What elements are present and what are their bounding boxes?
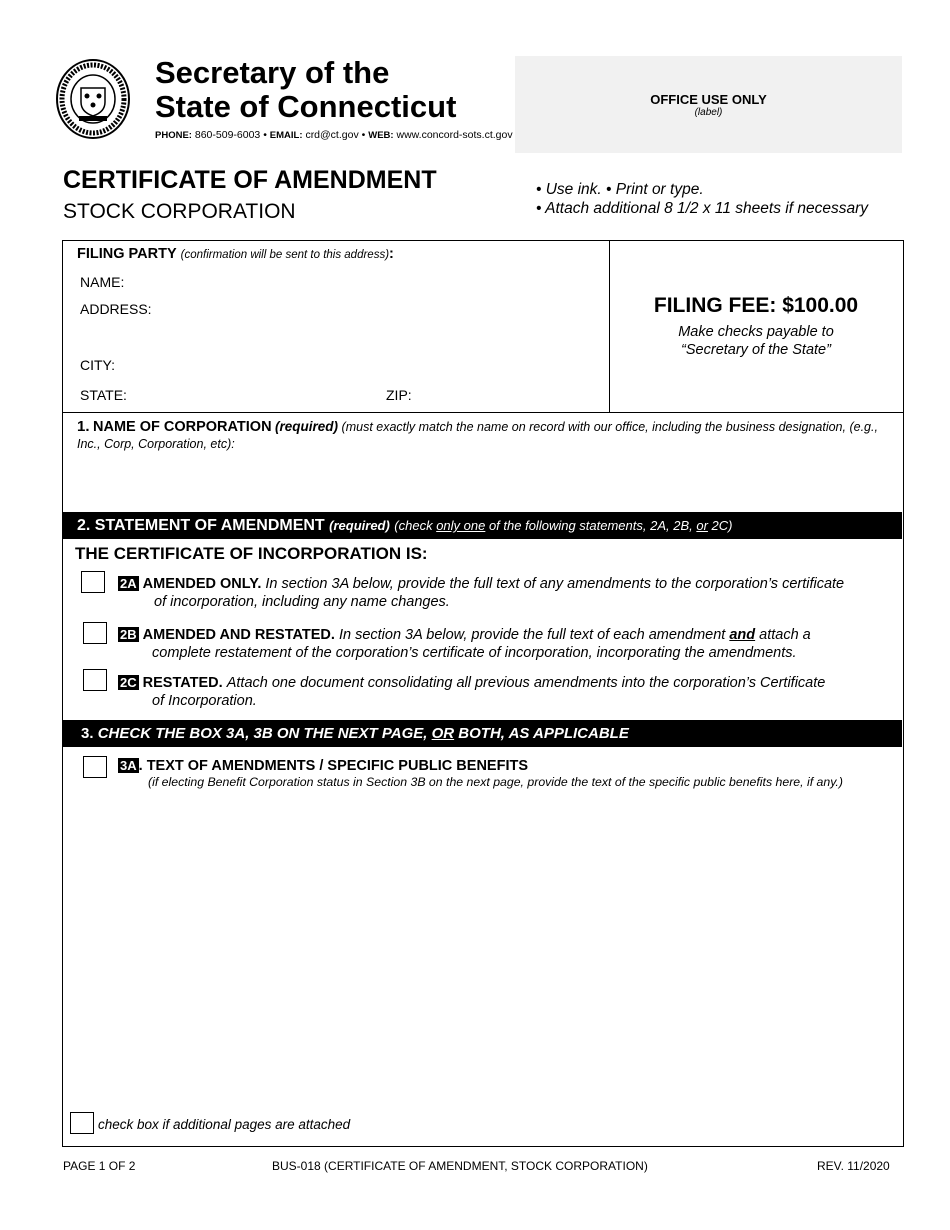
agency-title-line1: Secretary of the bbox=[155, 55, 390, 90]
option-2c-text-line2: of Incorporation. bbox=[152, 693, 257, 709]
option-2a-label: AMENDED ONLY. bbox=[142, 576, 262, 592]
checkbox-2c[interactable] bbox=[83, 669, 107, 691]
section1-note: (must exactly match the name on record with our office, including the business designation, (e.g., Inc., Corp, Corporation, etc): bbox=[77, 420, 878, 451]
option-2c-tag: 2C bbox=[120, 675, 137, 690]
section3a-title: TEXT OF AMENDMENTS / SPECIFIC PUBLIC BENEFITS bbox=[146, 758, 528, 774]
filing-party-title: FILING PARTY bbox=[77, 246, 177, 262]
section3a-heading bbox=[118, 758, 528, 774]
corporation-name-field[interactable] bbox=[78, 458, 898, 508]
option-2a-tag: 2A bbox=[120, 576, 137, 591]
section1-heading bbox=[77, 418, 897, 453]
agency-title-line2: State of Connecticut bbox=[155, 89, 457, 124]
section2-note-pre: (check bbox=[394, 518, 437, 533]
address-label: ADDRESS: bbox=[80, 301, 152, 317]
section2-note-or: or bbox=[696, 518, 708, 533]
option-2a-text-line2: of incorporation, including any name changes. bbox=[154, 594, 450, 610]
option-2a-text-line1: In section 3A below, provide the full text of any amendments to the corporation’s certificate bbox=[265, 576, 845, 592]
instruction-line1: • Use ink. • Print or type. bbox=[536, 181, 704, 198]
option-2c-text-line1: Attach one document consolidating all previous amendments into the corporation’s Certificate bbox=[226, 675, 826, 691]
footer-form-id: BUS-018 (CERTIFICATE OF AMENDMENT, STOCK CORPORATION) bbox=[272, 1159, 648, 1173]
city-field[interactable] bbox=[120, 355, 600, 375]
section3-heading-post: BOTH, AS APPLICABLE bbox=[454, 725, 629, 742]
option-2b-tag: 2B bbox=[120, 627, 137, 642]
additional-pages-checkbox[interactable] bbox=[70, 1112, 94, 1134]
option-2b-text-line2: complete restatement of the corporation’s certificate of incorporation, incorporating the amendments. bbox=[152, 645, 797, 661]
instructions bbox=[536, 180, 868, 218]
fee-note-line1: Make checks payable to bbox=[678, 324, 834, 340]
zip-field[interactable] bbox=[415, 385, 600, 405]
section2-note-post: 2C) bbox=[707, 518, 733, 533]
section2-note-only-one: only one bbox=[436, 518, 486, 533]
section2-note-mid: of the following statements, 2A, 2B, bbox=[485, 518, 697, 533]
office-use-title: OFFICE USE ONLY bbox=[650, 92, 767, 107]
section1-required: (required) bbox=[275, 419, 339, 434]
name-field[interactable] bbox=[130, 272, 600, 292]
option-2b-text-line1a: In section 3A below, provide the full text of each amendment bbox=[338, 627, 730, 643]
section3-heading-pre: CHECK THE BOX 3A, 3B ON THE NEXT PAGE, bbox=[97, 725, 432, 742]
filing-party-heading bbox=[77, 246, 394, 262]
section3a-note: (if electing Benefit Corporation status in Section 3B on the next page, provide the text of the specific public benefits here, if any.) bbox=[148, 775, 843, 789]
section2-required: (required) bbox=[329, 518, 390, 533]
form-subtitle: STOCK CORPORATION bbox=[63, 200, 296, 223]
agency-title bbox=[155, 56, 456, 124]
section1-title: NAME OF CORPORATION bbox=[93, 419, 272, 435]
additional-pages-label: check box if additional pages are attached bbox=[98, 1117, 351, 1132]
footer-page-number: PAGE 1 OF 2 bbox=[63, 1159, 136, 1173]
option-2b-label: AMENDED AND RESTATED. bbox=[142, 627, 335, 643]
filing-party-note: (confirmation will be sent to this address) bbox=[180, 249, 390, 261]
city-label: CITY: bbox=[80, 357, 116, 373]
section2-bar bbox=[63, 512, 902, 539]
section3a-dot: . bbox=[138, 758, 143, 774]
form-title: CERTIFICATE OF AMENDMENT bbox=[63, 166, 437, 194]
web-value: www.concord-sots.ct.gov bbox=[396, 129, 513, 141]
section3-number: 3. bbox=[81, 725, 94, 742]
fee-note-line2: “Secretary of the State” bbox=[681, 342, 831, 358]
checkbox-3a[interactable] bbox=[83, 756, 107, 778]
section2-subheading: THE CERTIFICATE OF INCORPORATION IS: bbox=[75, 544, 428, 563]
section2-title: STATEMENT OF AMENDMENT bbox=[94, 517, 325, 534]
contact-separator: • bbox=[361, 129, 366, 141]
state-seal-icon bbox=[55, 58, 131, 140]
office-use-label: (label) bbox=[694, 107, 723, 118]
section3-bar bbox=[63, 720, 902, 747]
contact-separator: • bbox=[263, 129, 267, 141]
section1-number: 1. bbox=[77, 418, 90, 435]
checkbox-2b[interactable] bbox=[83, 622, 107, 644]
checkbox-2a[interactable] bbox=[81, 571, 105, 593]
section2-number: 2. bbox=[77, 517, 91, 534]
address-field[interactable] bbox=[155, 299, 600, 345]
option-2b-text-line1c: attach a bbox=[755, 627, 811, 643]
amendment-text-area[interactable] bbox=[66, 795, 898, 1103]
instruction-line2: • Attach additional 8 1/2 x 11 sheets if necessary bbox=[536, 200, 868, 217]
name-label: NAME: bbox=[80, 274, 125, 290]
state-label: STATE: bbox=[80, 387, 127, 403]
option-2c-label: RESTATED. bbox=[142, 675, 223, 691]
section3-heading-or: OR bbox=[431, 725, 455, 742]
email-label: EMAIL: bbox=[269, 130, 303, 141]
phone-value: 860-509-6003 bbox=[194, 129, 261, 141]
email-value: crd@ct.gov bbox=[305, 129, 359, 141]
option-2a bbox=[118, 575, 898, 611]
contact-line bbox=[155, 129, 513, 141]
filing-fee: FILING FEE: $100.00 bbox=[653, 294, 859, 317]
phone-label: PHONE: bbox=[155, 130, 192, 141]
option-2b-text-and: and bbox=[729, 627, 756, 643]
option-2c bbox=[118, 674, 898, 710]
filing-party-colon: : bbox=[389, 246, 394, 262]
fee-note bbox=[610, 323, 902, 359]
zip-label: ZIP: bbox=[386, 387, 412, 403]
office-use-box bbox=[515, 56, 902, 153]
section-divider bbox=[62, 412, 903, 413]
web-label: WEB: bbox=[368, 130, 394, 141]
option-2b bbox=[118, 626, 898, 662]
footer-revision: REV. 11/2020 bbox=[817, 1159, 890, 1173]
section3a-tag: 3A bbox=[120, 758, 137, 773]
state-field[interactable] bbox=[130, 385, 370, 405]
